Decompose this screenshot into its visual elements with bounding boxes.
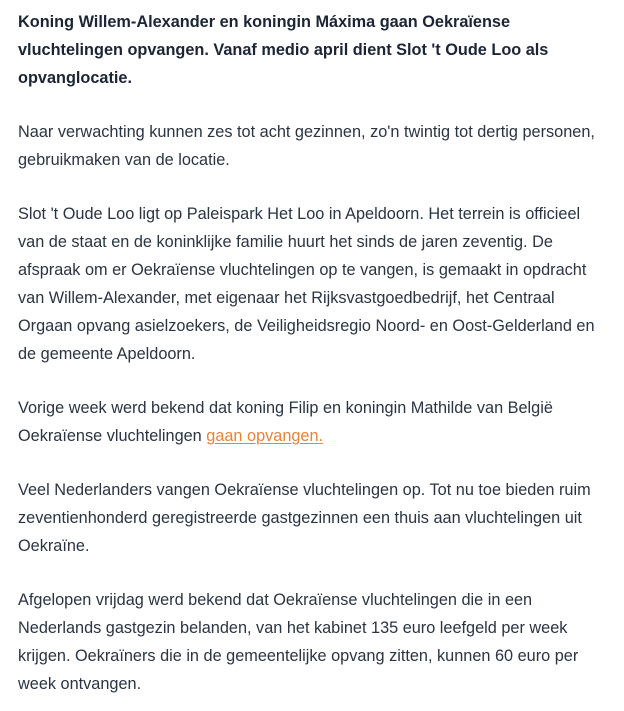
paragraph-line: de gemeente Apeldoorn. — [18, 345, 196, 363]
article-lead — [18, 8, 618, 92]
lead-line: Koning Willem-Alexander en koningin Máxima gaan Oekraïense — [18, 13, 511, 31]
paragraph-line: krijgen. Oekraïners die in de gemeentelijke opvang zitten, kunnen 60 euro per — [18, 647, 579, 665]
paragraph-location — [18, 200, 618, 368]
paragraph-host-families — [18, 476, 618, 560]
paragraph-line: van de staat en de koninklijke familie huurt het sinds de jaren zeventig. De — [18, 233, 553, 251]
paragraph-line: week ontvangen. — [18, 675, 142, 693]
paragraph-line: gebruikmaken van de locatie. — [18, 151, 230, 169]
paragraph-capacity — [18, 118, 618, 174]
paragraph-allowance — [18, 586, 618, 698]
lead-line: opvanglocatie. — [18, 69, 132, 87]
paragraph-line: Vorige week werd bekend dat koning Filip en koningin Mathilde van België — [18, 399, 553, 417]
paragraph-line: van Willem-Alexander, met eigenaar het Rijksvastgoedbedrijf, het Centraal — [18, 289, 555, 307]
paragraph-line: afspraak om er Oekraïense vluchtelingen op te vangen, is gemaakt in opdracht — [18, 261, 587, 279]
paragraph-line: Nederlands gastgezin belanden, van het kabinet 135 euro leefgeld per week — [18, 619, 568, 637]
paragraph-line: Veel Nederlanders vangen Oekraïense vluchtelingen op. Tot nu toe bieden ruim — [18, 481, 591, 499]
paragraph-line: Oekraïense vluchtelingen — [18, 427, 207, 445]
paragraph-line: zeventienhonderd geregistreerde gastgezinnen een thuis aan vluchtelingen uit — [18, 509, 582, 527]
paragraph-belgium — [18, 394, 618, 450]
paragraph-line: Oekraïne. — [18, 537, 90, 555]
paragraph-line: Afgelopen vrijdag werd bekend dat Oekraïense vluchtelingen die in een — [18, 591, 533, 609]
gaan-opvangen-link[interactable]: gaan opvangen. — [206, 427, 324, 445]
lead-line: vluchtelingen opvangen. Vanaf medio april dient Slot 't Oude Loo als — [18, 41, 549, 59]
paragraph-line: Slot 't Oude Loo ligt op Paleispark Het Loo in Apeldoorn. Het terrein is officieel — [18, 205, 581, 223]
paragraph-line: Orgaan opvang asielzoekers, de Veiligheidsregio Noord- en Oost-Gelderland en — [18, 317, 595, 335]
paragraph-line: Naar verwachting kunnen zes tot acht gezinnen, zo'n twintig tot dertig personen, — [18, 123, 595, 141]
article-body — [18, 8, 618, 698]
